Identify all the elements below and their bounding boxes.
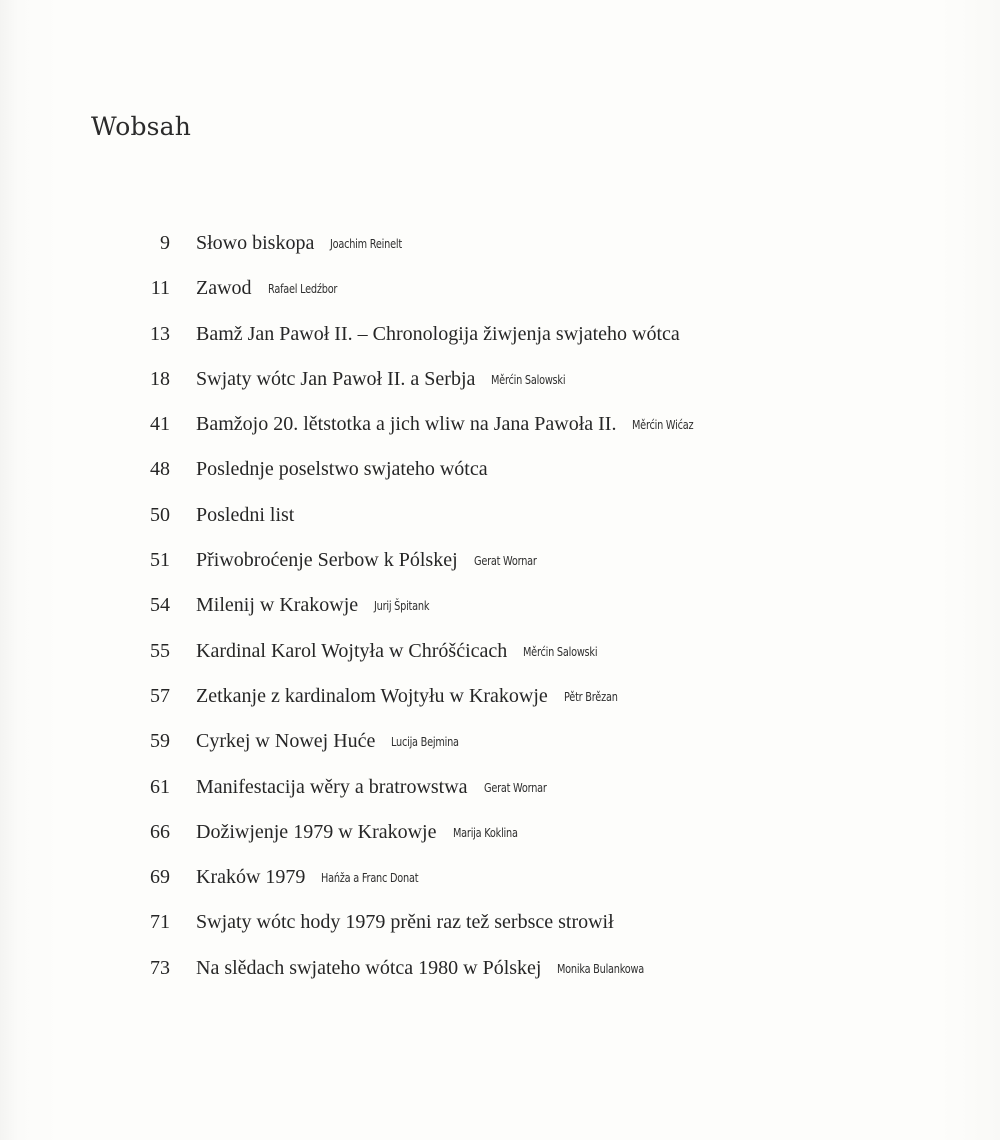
entry-author: Měrćin Wićaz [632,417,694,433]
page-number: 71 [150,911,170,934]
entry-title [196,821,535,844]
page-number: 50 [150,503,170,526]
toc-entry [0,541,1000,586]
toc-entry [0,949,1000,994]
entry-title-text: Bamž Jan Pawoł II. – Chronologija žiwjenja swjateho wótca [196,322,680,345]
toc-entry [0,903,1000,948]
entry-title-text: Kardinal Karol Wojtyła w Chróšćicach [196,639,508,662]
entry-title [196,957,669,980]
entry-title-text: Posledni list [196,503,295,526]
entry-author: Hańža a Franc Donat [321,870,419,886]
page-number: 54 [150,594,170,617]
entry-author: Monika Bulankowa [557,960,645,976]
entry-title [196,368,587,391]
entry-author: Měrćin Salowski [491,371,566,387]
page-number: 57 [150,684,170,707]
entry-title-text: Přiwobroćenje Serbow k Pólskej [196,549,458,572]
entry-title [196,277,356,300]
toc-entry [0,450,1000,495]
page-number: 9 [160,232,170,254]
entry-author: Pětr Brězan [563,688,618,704]
entry-title-text: Dožiwjenje 1979 w Krakowje [196,820,437,843]
entry-title-text: Manifestacija wěry a bratrowstwa [196,775,468,798]
toc-heading: Wobsah [91,112,192,141]
entry-title [196,232,423,255]
entry-title-text: Milenij w Krakowje [196,594,359,617]
entry-author: Gerat Wornar [473,553,537,569]
entry-author: Lucija Bejmina [391,734,460,750]
toc-entry [0,586,1000,631]
toc-entry [0,813,1000,858]
entry-author: Měrćin Salowski [523,643,598,659]
entry-title-text: Bamžojo 20. lětstotka a jich wliw na Jana Pawoła II. [196,413,617,436]
toc-entry [0,405,1000,450]
toc-entry [0,269,1000,314]
entry-author: Jurij Špitank [374,598,430,614]
entry-author: Rafael Ledźbor [267,281,337,297]
toc-entry [0,722,1000,767]
toc-entry [0,315,1000,360]
entry-title-text: Kraków 1979 [196,866,306,889]
entry-title [196,730,478,753]
entry-title [196,504,310,527]
entry-title [196,685,633,708]
toc-entry [0,632,1000,677]
toc-entry [0,677,1000,722]
entry-title [196,776,564,799]
entry-title-text: Swjaty wótc Jan Pawoł II. a Serbja [196,367,476,390]
entry-title-text: Poslednje poselstwo swjateho wótca [196,458,488,481]
page-number: 61 [150,775,170,798]
toc-entry [0,858,1000,903]
toc-entry [0,360,1000,405]
page-number: 69 [150,866,170,889]
page-number: 48 [150,458,170,481]
entry-author: Joachim Reinelt [330,236,403,251]
entry-title-text: Cyrkej w Nowej Huće [196,730,376,753]
entry-title [196,549,554,572]
table-of-contents [0,224,1000,994]
toc-entry [0,768,1000,813]
toc-entry [0,224,1000,269]
page-number: 11 [150,277,170,300]
entry-title-text: Na slědach swjateho wótca 1980 w Pólskej [196,956,542,979]
entry-title-text: Zetkanje z kardinalom Wojtyłu w Krakowje [196,684,548,707]
entry-author: Marija Koklina [452,824,518,840]
entry-title [196,594,445,617]
entry-title [196,866,446,889]
entry-title [196,640,619,663]
page-number: 66 [150,820,170,843]
entry-title [196,323,696,346]
entry-title [196,458,504,481]
page-number: 18 [150,367,170,390]
page-number: 73 [150,956,170,979]
entry-title-text: Słowo biskopa [196,232,315,254]
entry-title [196,911,630,934]
page-number: 55 [150,639,170,662]
page-number: 59 [150,730,170,753]
page-number: 13 [150,322,170,345]
entry-author: Gerat Wornar [483,779,547,795]
page-number: 41 [150,413,170,436]
entry-title-text: Swjaty wótc hody 1979 prěni raz tež serbsce strowił [196,911,614,934]
toc-entry [0,496,1000,541]
entry-title [196,413,711,436]
entry-title-text: Zawod [196,277,252,300]
page-number: 51 [150,549,170,572]
